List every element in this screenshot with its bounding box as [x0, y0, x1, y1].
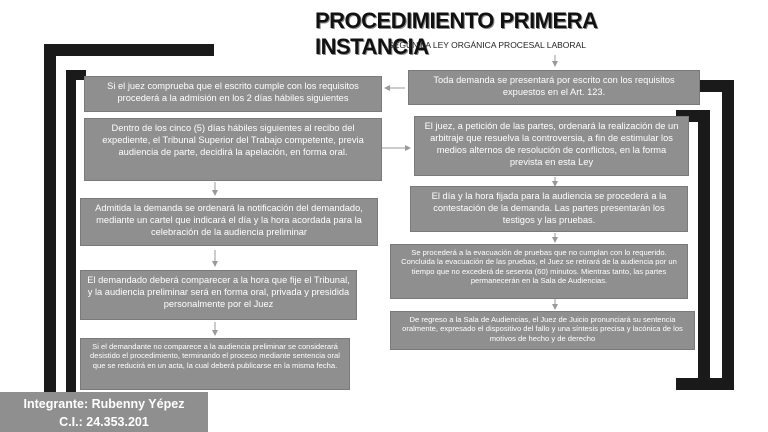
flow-box-demanda: Toda demanda se presentará por escrito con los requisitos expuestos en el Art. 123. [408, 70, 700, 105]
flow-box-apelacion: Dentro de los cinco (5) días hábiles siguientes al recibo del expediente, el Tribunal Superior del Trabajo competente, previa audiencia de parte, decidirá la apelación, en forma oral. [84, 118, 382, 181]
page-title: PROCEDIMIENTO PRIMERA INSTANCIA [315, 8, 597, 59]
author-name: Integrante: Rubenny Yépez [23, 397, 185, 411]
flow-box-admision: Si el juez comprueba que el escrito cumple con los requisitos procederá a la admisión en los 2 días hábiles siguientes [84, 76, 382, 112]
page-subtitle: SEGÚN LA LEY ORGÁNICA PROCESAL LABORAL [388, 40, 586, 50]
flow-box-sentencia: De regreso a la Sala de Audiencias, el Juez de Juicio pronunciará su sentencia oralmente, expresado el dispositivo del fallo y una síntesis precisa y lacónica de los motivos de hecho y de derecho [390, 311, 695, 350]
author-footer [0, 392, 208, 432]
flow-box-arbitraje: El juez, a petición de las partes, ordenará la realización de un arbitraje que resuelva la controversia, a fin de estimular los medios alternos de resolución de conflictos, en la forma prevista en esta Ley [414, 116, 689, 176]
flow-box-audiencia: El día y la hora fijada para la audiencia se procederá a la contestación de la demanda. Las partes presentarán los testigos y las pruebas. [410, 186, 688, 232]
flow-box-pruebas: Se procederá a la evacuación de pruebas que no cumplan con lo requerido. Concluida la evacuación de las pruebas, el Juez se retirará de la audiencia por un tiempo que no excederá de sesenta (60) minutos. Mientras tanto, las partes permanecerán en la Sala de Audiencias. [390, 244, 688, 299]
author-id: C.I.: 24.353.201 [59, 415, 149, 429]
flow-box-notificacion: Admitida la demanda se ordenará la notificación del demandado, mediante un cartel que indicará el día y la hora acordada para la celebración de la audiencia preliminar [80, 198, 378, 246]
flow-box-desistido: Si el demandante no comparece a la audiencia preliminar se considerará desistido el procedimiento, terminando el proceso mediante sentencia oral que se reducirá en un acta, la cual deberá publicarse en la misma fecha. [80, 338, 350, 390]
flow-box-comparecer: El demandado deberá comparecer a la hora que fije el Tribunal, y la audiencia preliminar será en forma oral, privada y presidida personalmente por el Juez [80, 270, 357, 320]
